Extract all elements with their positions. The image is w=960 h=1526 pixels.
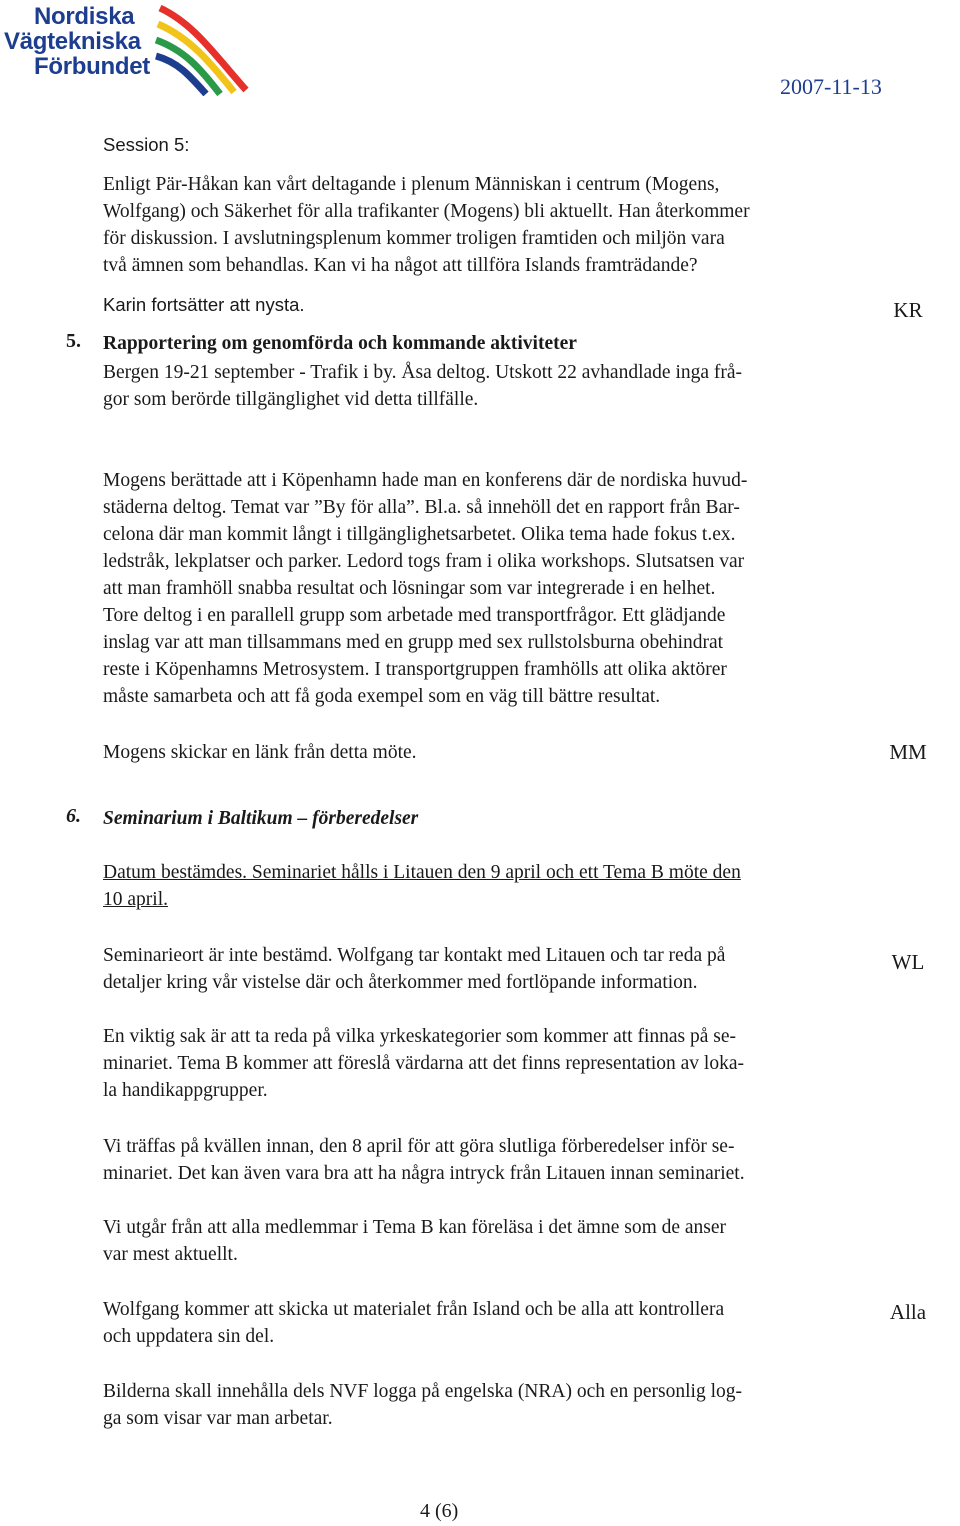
logo-line: Vägtekniska xyxy=(4,28,141,55)
nvf-logo xyxy=(4,4,252,92)
section-title: Seminarium i Baltikum – förberedelser xyxy=(103,808,419,829)
utgar-paragraph: Vi utgår från att alla medlemmar i Tema B kan föreläsa i det ämne som de anser var mest aktuellt. xyxy=(103,1217,727,1265)
mogens-paragraph: Mogens berättade att i Köpenhamn hade man en konferens där de nordiska huvud- städerna deltog. Temat var ”By för alla”. Bl.a. så innehöll det en rapport från Bar- celona där man kommit långt i tillgänglighetsarbetet. Olika tema hade fokus t.ex. ledstråk, lekplatser och parker. Ledord togs fram i olika workshops. Slutsatsen var att man framhöll snabba resultat och lösningar som var integrerade i en helhet. Tore deltog i en parallell grupp som arbetade med transportfrågor. Ett glädjande inslag var att man tillsammans med en grupp med sex rullstolsburna obehindrat reste i Köpenhamns Metrosystem. I transportgruppen framhölls att olika aktörer måste samarbeta och att få goda exempel som en väg till bättre resultat. xyxy=(103,470,748,707)
responsible-initials: Alla xyxy=(889,1300,927,1324)
document-date: 2007-11-13 xyxy=(780,74,882,99)
material-paragraph: Wolfgang kommer att skicka ut materialet från Island och be alla att kontrollera och uppdatera sin del. xyxy=(103,1299,725,1347)
logo-line: Förbundet xyxy=(34,53,150,80)
responsible-initials: WL xyxy=(891,950,925,974)
traffas-paragraph: Vi träffas på kvällen innan, den 8 april för att göra slutliga förberedelser inför se- minariet. Det kan även vara bra att ha några intryck från Litauen innan seminariet. xyxy=(103,1136,745,1184)
session-note: Karin fortsätter att nysta. xyxy=(103,294,305,315)
page-number: 4 (6) xyxy=(420,1500,459,1522)
datum-paragraph: Datum bestämdes. Seminariet hålls i Litauen den 9 april och ett Tema B möte den 10 april. xyxy=(103,862,741,910)
link-note: Mogens skickar en länk från detta möte. xyxy=(103,742,417,763)
responsible-initials: KR xyxy=(893,298,923,322)
responsible-initials: MM xyxy=(889,740,927,764)
section-number: 5. xyxy=(66,330,81,352)
viktig-paragraph: En viktig sak är att ta reda på vilka yrkeskategorier som kommer att finnas på se- minariet. Tema B kommer att föreslå värdarna att det finns representation av loka- la handikappgrupper. xyxy=(103,1026,744,1101)
session-paragraph: Enligt Pär-Håkan kan vårt deltagande i plenum Människan i centrum (Mogens, Wolfgang) och Säkerhet för alla trafikanter (Mogens) bli aktuellt. Han återkommer för diskussion. I avslutningsplenum kommer troligen framtiden och miljön vara två ämnen som behandlas. Kan vi ha något att tillföra Islands framträdande? xyxy=(103,174,750,276)
logo-line: Nordiska xyxy=(34,3,135,30)
logo-graphic xyxy=(154,4,252,96)
session-heading: Session 5: xyxy=(103,134,190,155)
section-title: Rapportering om genomförda och kommande aktiviteter xyxy=(103,333,577,354)
section-number: 6. xyxy=(66,805,81,827)
bergen-paragraph: Bergen 19-21 september - Trafik i by. Åsa deltog. Utskott 22 avhandlade inga frå- gor som berörde tillgänglighet vid detta tillfälle. xyxy=(103,362,743,410)
bilder-paragraph: Bilderna skall innehålla dels NVF logga på engelska (NRA) och en personlig log- ga som visar var man arbetar. xyxy=(103,1381,743,1429)
ort-paragraph: Seminarieort är inte bestämd. Wolfgang tar kontakt med Litauen och tar reda på detaljer kring vår vistelse där och återkommer med fortlöpande information. xyxy=(103,945,726,993)
